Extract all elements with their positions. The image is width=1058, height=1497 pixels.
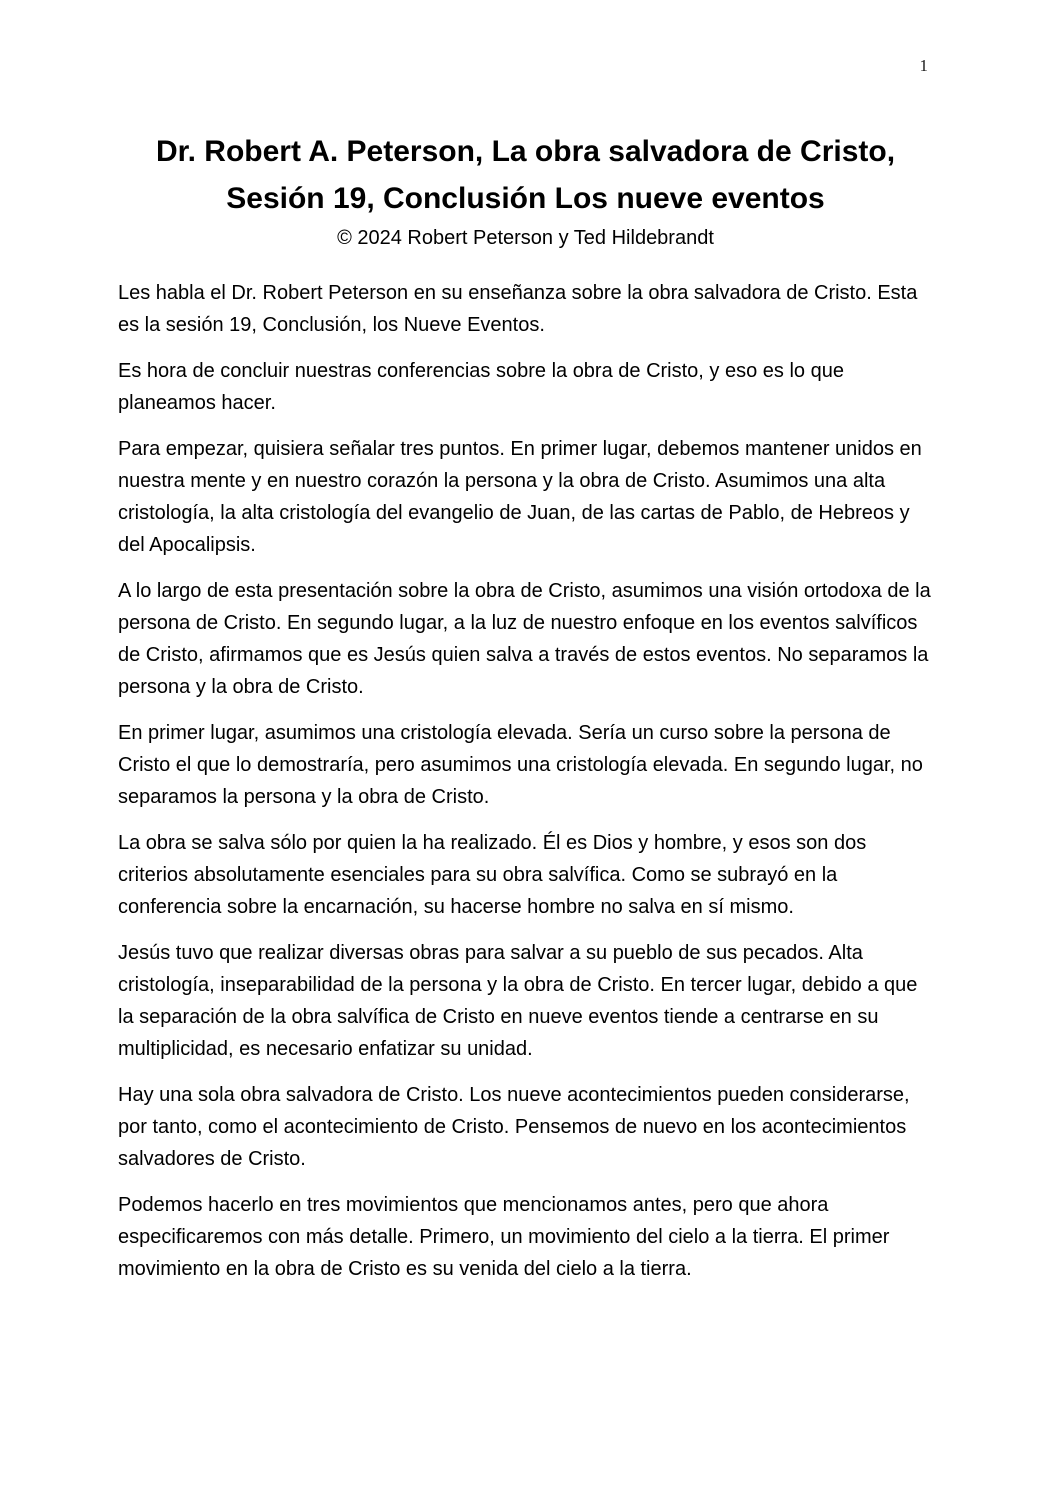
document-body xyxy=(118,277,933,1285)
paragraph: Hay una sola obra salvadora de Cristo. Los nueve acontecimientos pueden considerarse, por tanto, como el acontecimiento de Cristo. Pensemos de nuevo en los acontecimientos salvadores de Cristo. xyxy=(118,1084,910,1170)
page-number: 1 xyxy=(919,56,928,75)
document-title-line2: Sesión 19, Conclusión Los nueve eventos xyxy=(226,182,825,215)
paragraph: Jesús tuvo que realizar diversas obras para salvar a su pueblo de sus pecados. Alta cristología, inseparabilidad de la persona y la obra de Cristo. En tercer lugar, debido a que la separación de la obra salvífica de Cristo en nueve eventos tiende a centrarse en su multiplicidad, es necesario enfatizar su unidad. xyxy=(118,942,918,1060)
paragraph: Es hora de concluir nuestras conferencias sobre la obra de Cristo, y eso es lo que planeamos hacer. xyxy=(118,360,844,414)
document-content xyxy=(118,128,933,1299)
paragraph: A lo largo de esta presentación sobre la obra de Cristo, asumimos una visión ortodoxa de la persona de Cristo. En segundo lugar, a la luz de nuestro enfoque en los eventos salvíficos de Cristo, afirmamos que es Jesús quien salva a través de estos eventos. No separamos la persona y la obra de Cristo. xyxy=(118,580,931,698)
paragraph: En primer lugar, asumimos una cristología elevada. Sería un curso sobre la persona de Cristo el que lo demostraría, pero asumimos una cristología elevada. En segundo lugar, no separamos la persona y la obra de Cristo. xyxy=(118,722,923,808)
paragraph: Para empezar, quisiera señalar tres puntos. En primer lugar, debemos mantener unidos en nuestra mente y en nuestro corazón la persona y la obra de Cristo. Asumimos una alta cristología, la alta cristología del evangelio de Juan, de las cartas de Pablo, de Hebreos y del Apocalipsis. xyxy=(118,438,922,556)
document-title-line1: Dr. Robert A. Peterson, La obra salvadora de Cristo, xyxy=(155,135,896,168)
paragraph: Podemos hacerlo en tres movimientos que mencionamos antes, pero que ahora especificaremos con más detalle. Primero, un movimiento del cielo a la tierra. El primer movimiento en la obra de Cristo es su venida del cielo a la tierra. xyxy=(118,1194,890,1280)
copyright-line: © 2024 Robert Peterson y Ted Hildebrandt xyxy=(337,227,714,249)
paragraph: La obra se salva sólo por quien la ha realizado. Él es Dios y hombre, y esos son dos criterios absolutamente esenciales para su obra salvífica. Como se subrayó en la conferencia sobre la encarnación, su hacerse hombre no salva en sí mismo. xyxy=(118,832,867,918)
document-title xyxy=(118,128,933,222)
paragraph: Les habla el Dr. Robert Peterson en su enseñanza sobre la obra salvadora de Cristo. Esta es la sesión 19, Conclusión, los Nueve Eventos. xyxy=(118,282,918,336)
